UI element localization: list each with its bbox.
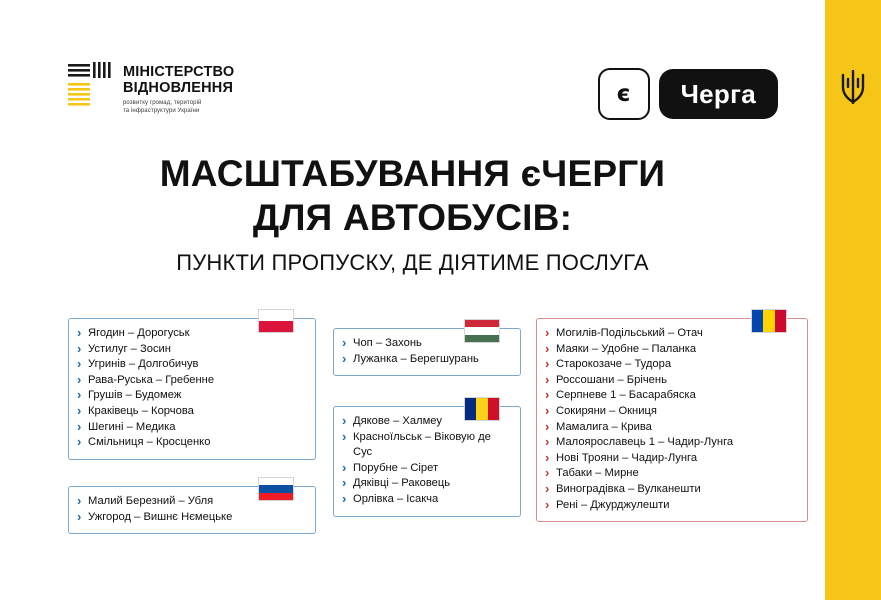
flag-romania-icon xyxy=(464,397,500,421)
e-badge-icon: є xyxy=(598,68,650,120)
checkpoint-item: › Шегині – Медика xyxy=(77,420,305,436)
subtitle: ПУНКТИ ПРОПУСКУ, ДЕ ДІЯТИМЕ ПОСЛУГА xyxy=(176,250,649,275)
flag-poland-icon xyxy=(258,309,294,333)
checkpoint-item: › Орлівка – Ісакча xyxy=(342,492,510,508)
slide-header xyxy=(68,62,788,130)
checkpoint-item: › Старокозаче – Тудора xyxy=(545,357,797,373)
checkpoint-item: › Краківець – Корчова xyxy=(77,404,305,420)
title-block xyxy=(0,152,825,276)
checkpoint-item: › Россошани – Брічень xyxy=(545,373,797,389)
flag-stripe xyxy=(465,327,499,334)
echerga-brand xyxy=(598,68,778,120)
checkpoint-item: › Лужанка – Берегшурань xyxy=(342,352,510,368)
checkpoint-item: › Мамалига – Крива xyxy=(545,420,797,436)
logo-line-4: та інфраструктури України xyxy=(123,108,200,114)
checkpoint-list-moldova xyxy=(545,326,797,513)
group-card-moldova xyxy=(536,318,808,522)
checkpoint-list-poland xyxy=(77,326,305,451)
flag-hungary-icon xyxy=(464,319,500,343)
checkpoint-groups xyxy=(68,318,808,548)
flag-stripe xyxy=(259,310,293,321)
flag-stripe xyxy=(775,310,786,332)
checkpoint-item: › Угринів – Долгобичув xyxy=(77,357,305,373)
flag-stripe xyxy=(465,335,499,342)
cherga-pill-label: Черга xyxy=(659,69,778,119)
checkpoint-item: › Нові Трояни – Чадир-Лунга xyxy=(545,451,797,467)
checkpoint-item: › Малоярославець 1 – Чадир-Лунга xyxy=(545,435,797,451)
flag-stripe xyxy=(465,398,476,420)
checkpoint-item: › Устилуг – Зосин xyxy=(77,342,305,358)
logo-line-2: ВІДНОВЛЕННЯ xyxy=(123,80,234,96)
group-card-poland xyxy=(68,318,316,460)
checkpoint-item: › Красноїльськ – Віковую де Сус xyxy=(342,430,510,461)
checkpoint-item: › Ягодин – Дорогуськ xyxy=(77,326,305,342)
checkpoint-item: › Рені – Джурджулешти xyxy=(545,498,797,514)
flag-stripe xyxy=(465,320,499,327)
flag-stripe xyxy=(259,485,293,492)
ministry-logo xyxy=(68,62,234,115)
flag-slovakia-icon xyxy=(258,477,294,501)
flag-stripe xyxy=(259,493,293,500)
group-card-romania xyxy=(333,406,521,517)
checkpoint-item: › Сокиряни – Окниця xyxy=(545,404,797,420)
flag-stripe xyxy=(259,321,293,332)
checkpoint-item: › Смільниця – Кросценко xyxy=(77,435,305,451)
flag-moldova-icon xyxy=(751,309,787,333)
checkpoint-item: › Ужгород – Вишнє Нємецьке xyxy=(77,510,305,526)
checkpoint-item: › Маяки – Удобне – Паланка xyxy=(545,342,797,358)
ukraine-trident-icon xyxy=(825,70,881,110)
checkpoint-item: › Табаки – Мирне xyxy=(545,466,797,482)
checkpoint-item: › Рава-Руська – Гребенне xyxy=(77,373,305,389)
flag-stripe xyxy=(476,398,487,420)
checkpoint-list-romania xyxy=(342,414,510,508)
checkpoint-item: › Грушів – Будомеж xyxy=(77,388,305,404)
checkpoint-item: › Могилів-Подільський – Отач xyxy=(545,326,797,342)
flag-stripe xyxy=(488,398,499,420)
logo-line-3: розвитку громад, територій xyxy=(123,100,202,106)
flag-stripe xyxy=(763,310,774,332)
ministry-logo-icon xyxy=(68,62,114,110)
flag-stripe xyxy=(752,310,763,332)
title-line-1: МАСШТАБУВАННЯ єЧЕРГИ xyxy=(159,153,666,194)
checkpoint-item: › Малий Березний – Убля xyxy=(77,494,305,510)
checkpoint-item: › Виноградівка – Вулканешти xyxy=(545,482,797,498)
logo-line-1: МІНІСТЕРСТВО xyxy=(123,64,235,80)
checkpoint-item: › Дякове – Халмеу xyxy=(342,414,510,430)
title-line-2: ДЛЯ АВТОБУСІВ: xyxy=(252,197,573,238)
checkpoint-item: › Порубне – Сірет xyxy=(342,461,510,477)
checkpoint-item: › Чоп – Захонь xyxy=(342,336,510,352)
checkpoint-item: › Дяківці – Раковець xyxy=(342,476,510,492)
checkpoint-item: › Серпневе 1 – Басарабяска xyxy=(545,388,797,404)
flag-stripe xyxy=(259,478,293,485)
